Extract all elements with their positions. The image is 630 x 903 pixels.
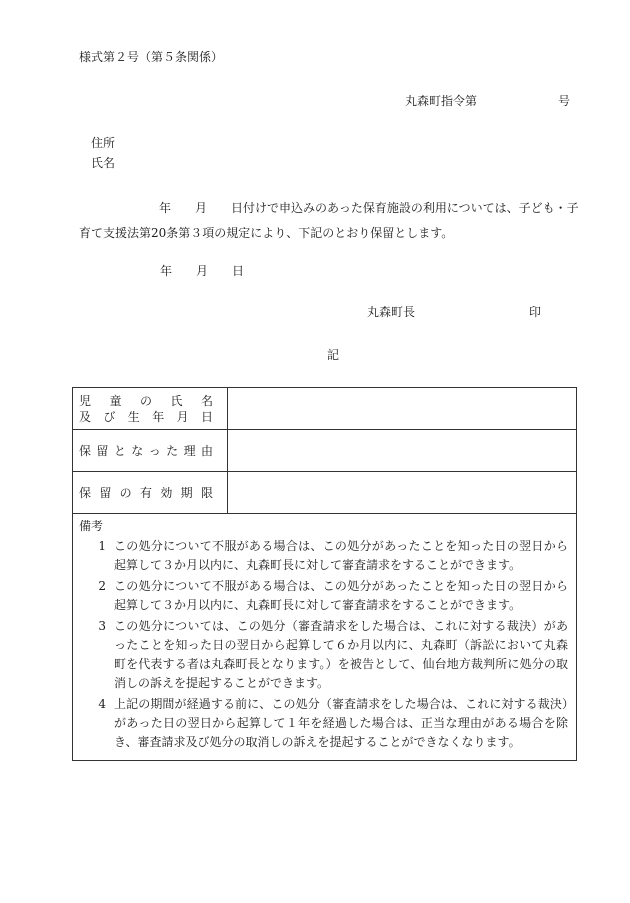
remark-item [79, 695, 568, 752]
document-number-suffix: 号 [558, 94, 571, 108]
document-number-label: 丸森町指令第 [405, 94, 478, 108]
body-paragraph-text: 年 月 日付けで申込みのあった保育施設の利用については、子ども・子育て支援法第20条第３項の規定により、下記のとおり保留とします。 [79, 201, 579, 240]
remark-item [79, 617, 568, 693]
body-paragraph [79, 196, 581, 246]
remark-number: 3 [98, 619, 106, 633]
issue-date: 年 月 日 [160, 264, 245, 278]
table-row [73, 472, 577, 514]
remark-number: 4 [98, 697, 106, 711]
row-label-line: 保 留 と な っ た 理 由 [79, 443, 213, 458]
table-row [73, 430, 577, 472]
address-label: 住所 [91, 136, 116, 150]
info-table [72, 387, 577, 761]
row-label-line: 児 童 の 氏 名 [79, 393, 213, 408]
seal-mark: 印 [529, 305, 542, 319]
remark-item [79, 537, 568, 575]
row-label-line: 保 留 の 有 効 期 限 [79, 485, 213, 500]
name-label: 氏名 [91, 156, 116, 170]
remark-number: 2 [98, 579, 106, 593]
row-label-reason [73, 430, 228, 472]
remarks-title: 備考 [79, 519, 104, 533]
remark-text: この処分について不服がある場合は、この処分があったことを知った日の翌日から起算して３か月以内に、丸森町長に対して審査請求をすることができます。 [114, 539, 568, 572]
remark-number: 1 [98, 539, 106, 553]
remark-item [79, 577, 568, 615]
remark-text: この処分については、この処分（審査請求をした場合は、これに対する裁決）があったことを知った日の翌日から起算して６か月以内に、丸森町（訴訟において丸森町を代表する者は丸森町長となります。）を被告として、仙台地方裁判所に処分の取消しの訴えを提起することができます。 [114, 619, 568, 690]
table-row [73, 388, 577, 430]
ki-heading: 記 [327, 348, 340, 362]
child-name-value[interactable] [228, 388, 577, 430]
reason-value[interactable] [228, 430, 577, 472]
form-number: 様式第２号（第５条関係） [79, 50, 224, 64]
row-label-child-name [73, 388, 228, 430]
remarks-row [73, 514, 577, 761]
remark-text: この処分について不服がある場合は、この処分があったことを知った日の翌日から起算して３か月以内に、丸森町長に対して審査請求をすることができます。 [114, 579, 568, 612]
remarks-cell [73, 514, 577, 761]
issuer-name: 丸森町長 [367, 305, 416, 319]
row-label-line: 及 び 生 年 月 日 [79, 409, 213, 424]
row-label-validity [73, 472, 228, 514]
validity-value[interactable] [228, 472, 577, 514]
remark-text: 上記の期間が経過する前に、この処分（審査請求をした場合は、これに対する裁決）があった日の翌日から起算して１年を経過した場合は、正当な理由がある場合を除き、審査請求及び処分の取消しの訴えを提起することができなくなります。 [114, 697, 568, 749]
